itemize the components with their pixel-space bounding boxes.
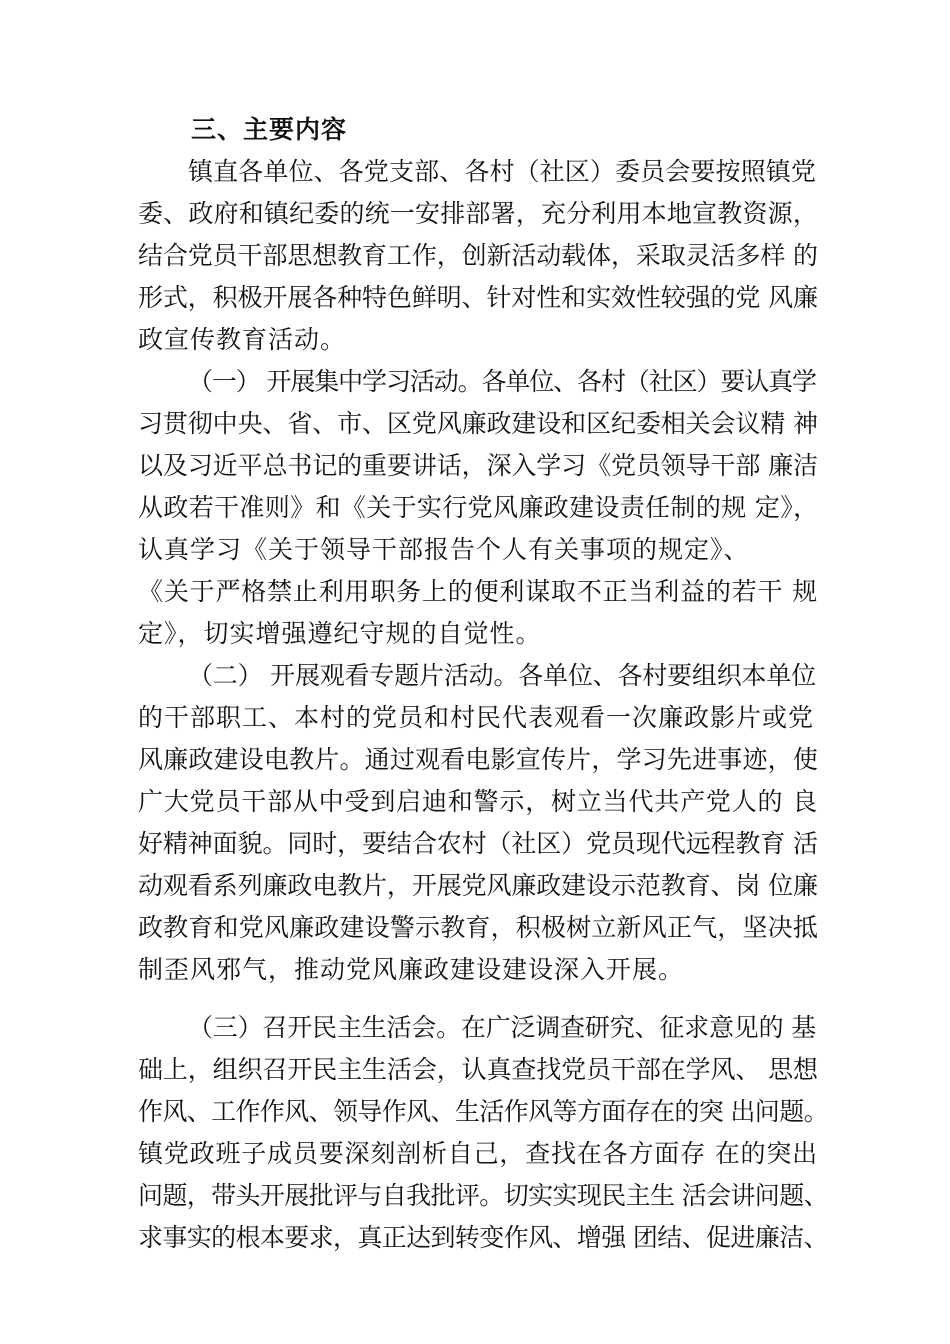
paragraph-line: 广大党员干部从中受到启迪和警示，树立当代共产党人的 良 (138, 787, 818, 816)
paragraph-line: （一） 开展集中学习活动。各单位、各村（社区）要认真学 (188, 367, 816, 396)
paragraph-line: 的干部职工、本村的党员和村民代表观看一次廉政影片或党 (138, 703, 815, 732)
paragraph-line: （二） 开展观看专题片活动。各单位、各村要组织本单位 (188, 661, 816, 690)
paragraph-line: 形式，积极开展各种特色鲜明、针对性和实效性较强的党 风廉 (138, 283, 818, 312)
paragraph-line: 镇党政班子成员要深刻剖析自己，查找在各方面存 在的突出 (138, 1139, 818, 1168)
paragraph-line: 委、政府和镇纪委的统一安排部署，充分利用本地宣教资源， (138, 199, 818, 228)
paragraph-line: 风廉政建设电教片。通过观看电影宣传片，学习先进事迹，使 (138, 745, 818, 774)
paragraph-line: 政教育和党风廉政建设警示教育，积极树立新风正气，坚决抵 (138, 913, 818, 942)
paragraph-line: 好精神面貌。同时，要结合农村（社区）党员现代远程教育 活 (138, 829, 818, 858)
paragraph-line: 镇直各单位、各党支部、各村（社区）委员会要按照镇党 (188, 157, 816, 186)
paragraph-line: 问题，带头开展批评与自我批评。切实实现民主生 活会讲问题、 (138, 1181, 828, 1210)
paragraph-line: 《关于严格禁止利用职务上的便利谋取不正当利益的若干 规 (138, 577, 818, 606)
paragraph-line: 定》，切实增强遵纪守规的自觉性。 (138, 619, 542, 648)
section-heading: 三、主要内容 (191, 115, 348, 144)
paragraph-line: 作风、工作作风、领导作风、生活作风等方面存在的突 出问题。 (138, 1097, 828, 1126)
paragraph-line: 政宣传教育活动。 (138, 325, 347, 354)
paragraph-line: 以及习近平总书记的重要讲话，深入学习《党员领导干部 廉洁 (138, 451, 818, 480)
paragraph-line: 结合党员干部思想教育工作，创新活动载体，采取灵活多样 的 (138, 241, 818, 270)
paragraph-line: 动观看系列廉政电教片，开展党风廉政建设示范教育、岗 位廉 (138, 871, 818, 900)
paragraph-line: 从政若干准则》和《关于实行党风廉政建设责任制的规 定》， (138, 493, 818, 522)
paragraph-line: （三）召开民主生活会。在广泛调查研究、征求意见的 基 (188, 1013, 816, 1042)
paragraph-line: 求事实的根本要求，真正达到转变作风、增强 团结、促进廉洁、 (138, 1223, 828, 1252)
paragraph-line: 认真学习《关于领导干部报告个人有关事项的规定》、 (138, 535, 750, 564)
paragraph-line: 础上，组织召开民主生活会，认真查找党员干部在学风、 思想 (138, 1055, 818, 1084)
paragraph-line: 习贯彻中央、省、市、区党风廉政建设和区纪委相关会议精 神 (138, 409, 818, 438)
paragraph-line: 制歪风邪气，推动党风廉政建设建设深入开展。 (138, 955, 685, 984)
